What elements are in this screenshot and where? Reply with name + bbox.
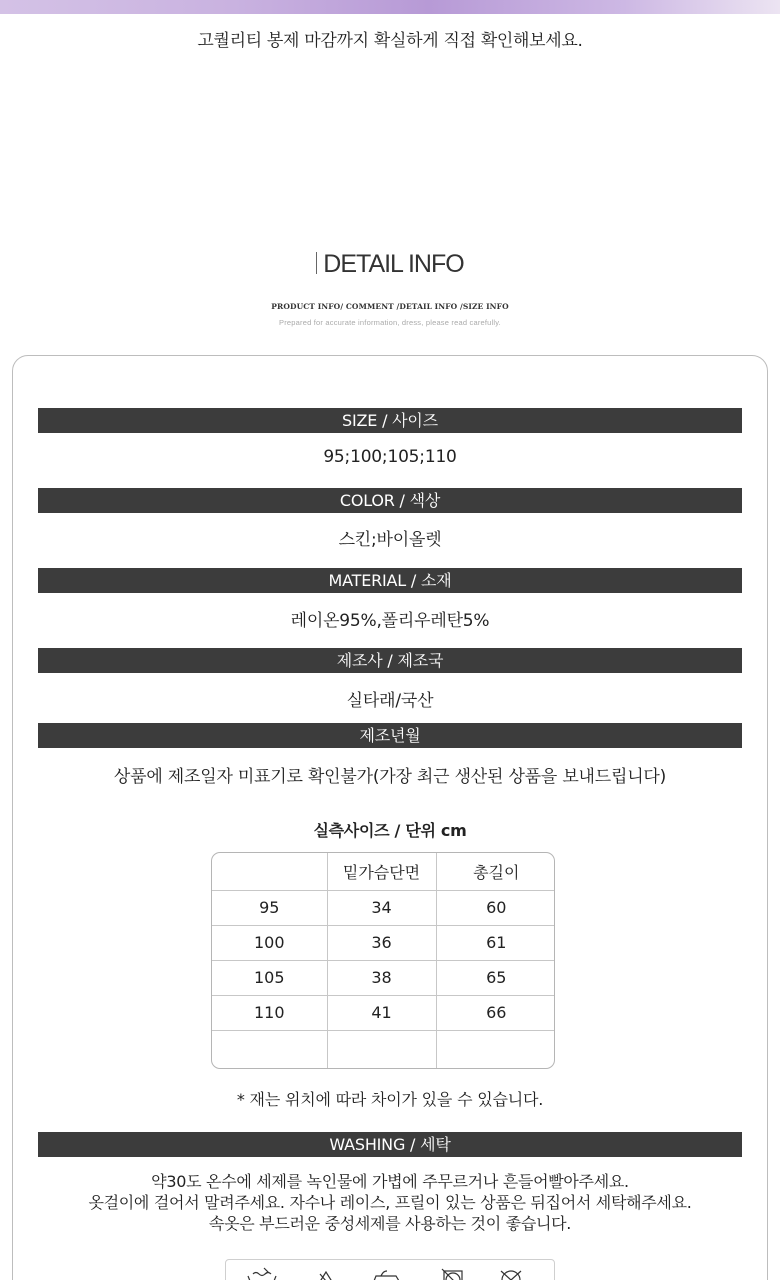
hand-wash-icon [248, 1268, 276, 1280]
color-header: COLOR / 색상 [38, 488, 742, 513]
iron-icon [372, 1271, 402, 1280]
table-row [212, 995, 555, 1030]
size-table-frame [211, 852, 555, 1069]
manufacture-date-header: 제조년월 [38, 723, 742, 748]
length-cell: 65 [436, 960, 555, 995]
size-cell: 110 [212, 995, 327, 1030]
detail-nav-links: PRODUCT INFO/ COMMENT /DETAIL INFO /SIZE INFO [271, 302, 509, 311]
photo-caption: 고퀄리티 봉제 마감까지 확실하게 직접 확인해보세요. [197, 31, 583, 51]
size-value: 95;100;105;110 [323, 447, 457, 467]
chest-cell: 36 [327, 925, 436, 960]
size-table [212, 853, 555, 1069]
title-divider [316, 252, 317, 274]
size-table-header-cell [212, 853, 327, 890]
material-header: MATERIAL / 소재 [38, 568, 742, 593]
washing-line: 옷걸이에 걸어서 말려주세요. 자수나 레이스, 프릴이 있는 상품은 뒤집어서 세탁해주세요. [88, 1193, 692, 1212]
size-header: SIZE / 사이즈 [38, 408, 742, 433]
washing-line: 속옷은 부드러운 중성세제를 사용하는 것이 좋습니다. [208, 1214, 572, 1233]
table-row [212, 960, 555, 995]
manufacture-date-value: 상품에 제조일자 미표기로 확인불가(가장 최근 생산된 상품을 보내드립니다) [113, 767, 667, 787]
table-row [212, 890, 555, 925]
chest-cell: 41 [327, 995, 436, 1030]
size-table-note: * 재는 위치에 따라 차이가 있을 수 있습니다. [236, 1090, 544, 1109]
maker-header: 제조사 / 제조국 [38, 648, 742, 673]
detail-info-title [0, 250, 780, 279]
tumble-dry-icon [442, 1269, 464, 1280]
washing-line: 약30도 온수에 세제를 녹인물에 가볍에 주무르거나 흔들어빨아주세요. [151, 1172, 629, 1191]
size-table-title: 실측사이즈 / 단위 cm [313, 821, 467, 840]
dry-clean-icon [501, 1271, 521, 1280]
size-cell [212, 1030, 327, 1069]
material-value: 레이온95%,폴리우레탄5% [290, 611, 490, 631]
size-table-header-cell: 밑가슴단면 [327, 853, 436, 890]
chest-cell: 34 [327, 890, 436, 925]
length-cell: 60 [436, 890, 555, 925]
color-value: 스킨;바이올렛 [338, 530, 442, 550]
length-cell: 61 [436, 925, 555, 960]
chest-cell [327, 1030, 436, 1069]
size-cell: 95 [212, 890, 327, 925]
maker-value: 실타래/국산 [346, 691, 434, 711]
detail-subtitle: Prepared for accurate information, dress, please read carefully. [279, 318, 501, 327]
length-cell [436, 1030, 555, 1069]
size-table-header-row [212, 853, 555, 890]
washing-instructions [0, 1171, 780, 1234]
care-symbols [226, 1260, 556, 1280]
size-table-header-cell: 총길이 [436, 853, 555, 890]
care-symbols-box [225, 1259, 555, 1280]
chest-cell: 38 [327, 960, 436, 995]
bleach-triangle-icon [316, 1272, 336, 1280]
detail-info-title-text: DETAIL INFO [323, 250, 464, 278]
size-cell: 100 [212, 925, 327, 960]
size-cell: 105 [212, 960, 327, 995]
product-photo-bottom-edge [0, 0, 780, 14]
washing-header: WASHING / 세탁 [38, 1132, 742, 1157]
table-row [212, 1030, 555, 1069]
length-cell: 66 [436, 995, 555, 1030]
table-row [212, 925, 555, 960]
